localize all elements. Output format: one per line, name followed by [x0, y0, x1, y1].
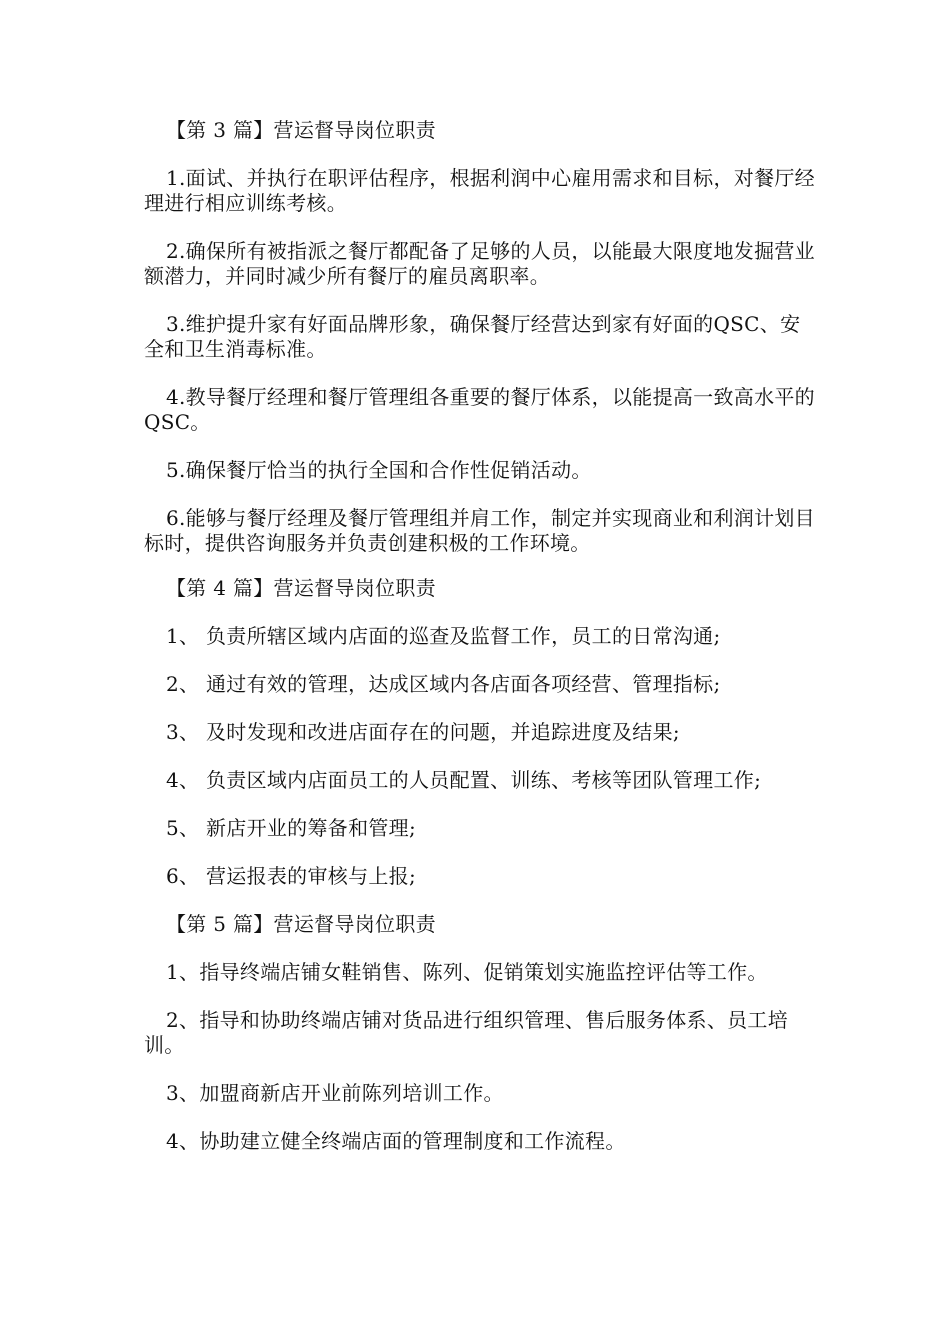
paragraph: 5.确保餐厅恰当的执行全国和合作性促销活动。 — [166, 458, 592, 482]
paragraph: 6.能够与餐厅经理及餐厅管理组并肩工作，制定并实现商业和利润计划目标时，提供咨询服务并负责创建积极的工作环境。 — [144, 506, 815, 555]
paragraph: 4.教导餐厅经理和餐厅管理组各重要的餐厅体系，以能提高一致高水平的QSC。 — [144, 385, 815, 434]
paragraph: 2、 通过有效的管理，达成区域内各店面各项经营、管理指标; — [166, 672, 721, 696]
section-heading: 【第 3 篇】营运督导岗位职责 — [166, 118, 436, 142]
paragraph: 4、 负责区域内店面员工的人员配置、训练、考核等团队管理工作; — [166, 768, 762, 792]
paragraph: 1、指导终端店铺女鞋销售、陈列、促销策划实施监控评估等工作。 — [166, 960, 768, 984]
document-page — [144, 118, 820, 1177]
section-heading: 【第 4 篇】营运督导岗位职责 — [166, 576, 436, 600]
paragraph: 2.确保所有被指派之餐厅都配备了足够的人员，以能最大限度地发掘营业额潜力，并同时减少所有餐厅的雇员离职率。 — [144, 239, 815, 288]
paragraph: 4、协助建立健全终端店面的管理制度和工作流程。 — [166, 1129, 626, 1153]
paragraph: 5、 新店开业的筹备和管理; — [166, 816, 417, 840]
paragraph: 2、指导和协助终端店铺对货品进行组织管理、售后服务体系、员工培训。 — [144, 1008, 789, 1057]
paragraph: 3.维护提升家有好面品牌形象，确保餐厅经营达到家有好面的QSC、安全和卫生消毒标准。 — [144, 312, 801, 361]
paragraph: 3、 及时发现和改进店面存在的问题，并追踪进度及结果; — [166, 720, 680, 744]
paragraph: 6、 营运报表的审核与上报; — [166, 864, 417, 888]
paragraph: 1.面试、并执行在职评估程序，根据利润中心雇用需求和目标，对餐厅经理进行相应训练考核。 — [144, 166, 815, 215]
paragraph: 1、 负责所辖区域内店面的巡查及监督工作，员工的日常沟通; — [166, 624, 721, 648]
section-heading: 【第 5 篇】营运督导岗位职责 — [166, 912, 436, 936]
paragraph: 3、加盟商新店开业前陈列培训工作。 — [166, 1081, 504, 1105]
